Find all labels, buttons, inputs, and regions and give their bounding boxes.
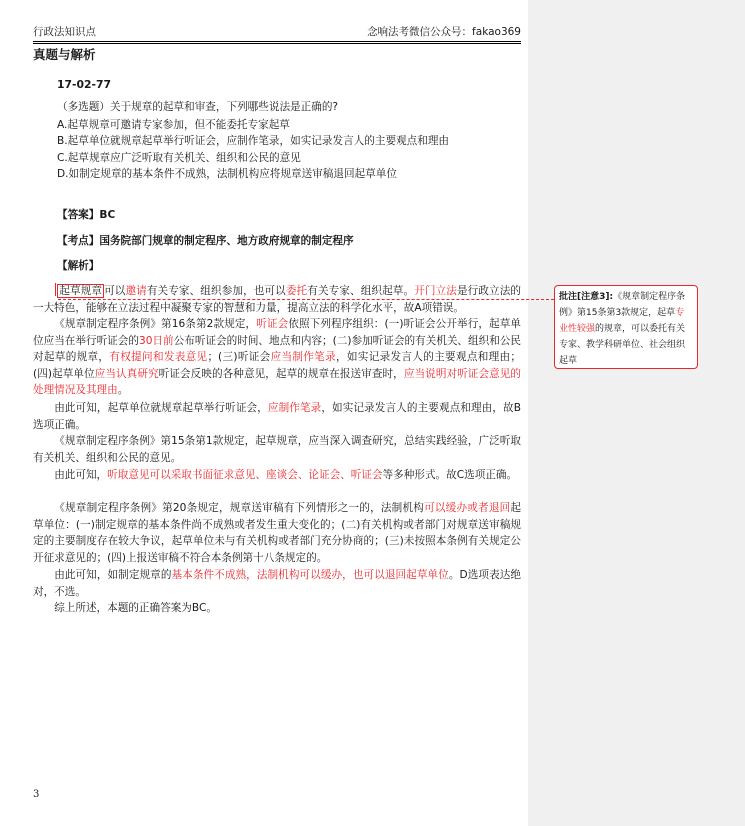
header-right: 念响法考微信公众号：fakao369 — [367, 26, 521, 38]
highlighted-text: 应制作笔录 — [267, 402, 322, 414]
page-number: 3 — [33, 789, 40, 800]
analysis-paragraph-2 — [33, 316, 521, 399]
text-segment: ，如实记录发言人的主要观点和理由，故B选项正确。 — [33, 402, 521, 431]
section-title: 真题与解析 — [33, 47, 96, 62]
text-segment: 《规章制定程序条例》第20条规定，规章送审稿有下列情形之一的，法制机构 — [54, 502, 425, 514]
analysis-paragraph-3 — [33, 400, 521, 433]
text-segment: 可以 — [104, 285, 126, 297]
highlighted-text: 委托 — [285, 285, 308, 297]
text-segment: 公布听证会的时间、地点和内容；(二)参加听证会的有关机关、组织和公民对起草的规章， — [33, 334, 522, 363]
question-number: 17-02-77 — [57, 78, 112, 91]
highlighted-text: 有权提问和发表意见 — [109, 351, 208, 363]
text-segment: ；(三)听证会 — [207, 351, 271, 363]
text-segment: 《规章制定程序条例》第16条第2款规定， — [54, 318, 257, 330]
highlighted-text: 基本条件不成熟，法制机构可以缓办，也可以退回起草单位 — [171, 569, 449, 581]
text-segment: 的规章，可以委托有关专家、教学科研单位、社会组织起草 — [559, 324, 686, 366]
question-stem: （多选题）关于规章的起草和审查，下列哪些说法是正确的? — [57, 101, 339, 113]
text-segment: 由此可知， — [54, 469, 108, 481]
highlighted-text: 邀请 — [125, 285, 147, 297]
comment-anchor-text: 起草规章 — [59, 285, 103, 297]
highlighted-text: 听证会 — [256, 318, 289, 330]
text-segment: 《规章制定程序条例》第15条第3款规定，起草 — [559, 292, 686, 318]
comment-body — [559, 292, 685, 366]
text-segment: ，如实记录发言人的主要观点和理由；(四)起草单位 — [33, 351, 522, 380]
highlighted-text: 应当认真研究 — [94, 367, 159, 380]
analysis-paragraph-8 — [33, 600, 521, 617]
highlighted-text: 应当说明对听证会意见的处理情况及其理由 — [33, 367, 522, 396]
text-segment: 《规章制定程序条例》第15条第1款规定，起草规章，应当深入调查研究，总结实践经验，广泛听取有关机关、组织和公民的意见。 — [33, 435, 521, 464]
highlighted-text: 开门立法 — [414, 285, 457, 297]
text-segment: 起草单位：(一)制定规章的基本条件尚不成熟或者发生重大变化的；(二)有关机构或者部门对规章送审稿规定的主要制度存在较大争议，起草单位未与有关机构或者部门充分协商的；(三)未按照本条例有关规定公开征求意见的；(四)上报送审稿不符合本条例第十八条规定的。 — [33, 502, 522, 564]
text-segment: 由此可知，起草单位就规章起草举行听证会， — [54, 402, 268, 414]
text-segment: 是行政立法的一大特色，能够在立法过程中凝聚专家的智慧和力量，提高立法的科学化水平，故A项错误。 — [33, 285, 522, 314]
page-header — [33, 24, 521, 40]
text-segment: 依照下列程序组织：(一)听证会公开举行，起草单位应当在举行听证会的 — [33, 318, 522, 347]
header-left: 行政法知识点 — [33, 26, 96, 38]
highlighted-text: 30日前 — [138, 334, 174, 347]
option-d: D.如制定规章的基本条件不成熟，法制机构应将规章送审稿退回起草单位 — [57, 168, 397, 180]
analysis-paragraph-6 — [33, 500, 521, 566]
text-segment: 。D选项表达绝对，不选。 — [33, 569, 521, 598]
analysis-paragraph-5 — [33, 467, 521, 484]
option-a: A.起草规章可邀请专家参加，但不能委托专家起草 — [57, 119, 290, 131]
jiexi-heading: 【解析】 — [57, 260, 100, 272]
answer-line: 【答案】BC — [57, 209, 116, 221]
option-b: B.起草单位就规章起草举行听证会，应制作笔录，如实记录发言人的主要观点和理由 — [57, 135, 450, 147]
text-segment: 有关专家、组织参加，也可以 — [146, 285, 286, 297]
comment-margin-pane — [528, 0, 745, 826]
highlighted-text: 听取意见可以采取书面征求意见、座谈会、论证会、听证会 — [107, 469, 383, 481]
comment-balloon[interactable] — [554, 285, 698, 369]
highlighted-text: 可以缓办或者退回 — [424, 502, 511, 514]
comment-connector-line — [58, 299, 554, 301]
analysis-paragraph-7 — [33, 567, 521, 600]
text-segment: 听证会反映的各种意见，起草的规章在报送审查时， — [158, 367, 404, 380]
analysis-paragraph-4 — [33, 433, 521, 466]
text-segment: 。 — [117, 384, 129, 396]
text-segment: 由此可知，如制定规章的 — [54, 569, 172, 581]
highlighted-text: 应当制作笔录 — [270, 351, 336, 363]
text-segment: 综上所述，本题的正确答案为BC。 — [54, 602, 217, 614]
header-rule — [33, 41, 521, 42]
kaodian-line: 【考点】国务院部门规章的制定程序、地方政府规章的制定程序 — [57, 235, 354, 247]
highlighted-text: 专业性较强 — [559, 308, 685, 334]
option-c: C.起草规章应广泛听取有关机关、组织和公民的意见 — [57, 152, 301, 164]
text-segment: 有关专家、组织起草。 — [307, 285, 415, 297]
header-rule-double — [33, 43, 521, 44]
text-segment: 等多种形式。故C选项正确。 — [382, 469, 518, 481]
comment-label: 批注[注意3]: — [559, 292, 614, 302]
